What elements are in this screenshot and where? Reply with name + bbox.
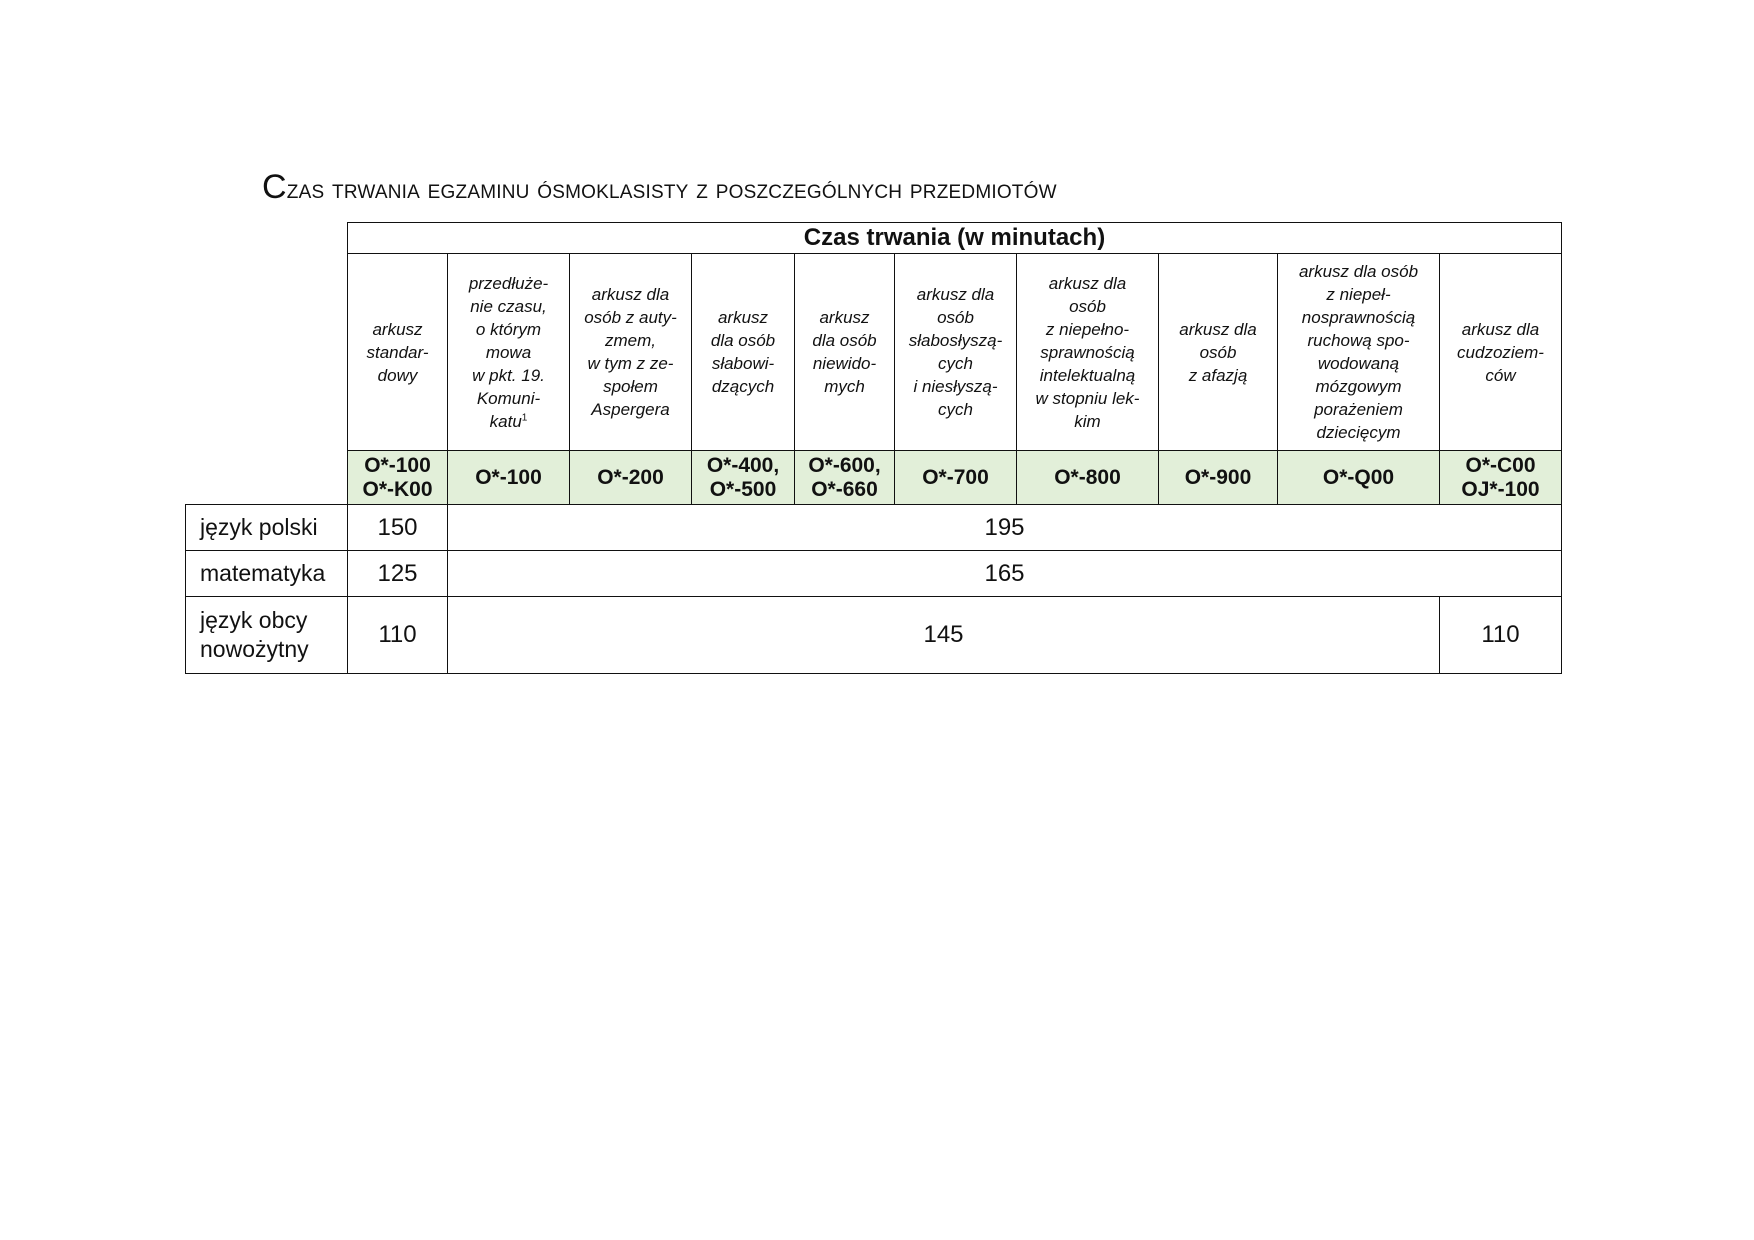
column-code: O*-C00 OJ*-100 [1440, 451, 1562, 505]
page-title [262, 168, 1057, 207]
column-desc: arkusz standar- dowy [348, 254, 448, 451]
column-code: O*-200 [570, 451, 692, 505]
column-desc: arkusz dla osób z auty- zmem, w tym z ze- społem Aspergera [570, 254, 692, 451]
column-code: O*-600, O*-660 [795, 451, 895, 505]
column-code: O*-800 [1017, 451, 1159, 505]
column-desc: arkusz dla osób z niepełno- sprawnością intelektualną w stopniu lek- kim [1017, 254, 1159, 451]
subject-cell: język obcy nowożytny [186, 597, 348, 674]
page-title-rest: zas trwania egzaminu ósmoklasisty z poszczególnych przedmiotów [286, 174, 1057, 204]
corner-blank [186, 254, 348, 451]
column-desc: arkusz dla osób z afazją [1159, 254, 1278, 451]
extended-time-cell: 145 [448, 597, 1440, 674]
header-duration: Czas trwania (w minutach) [348, 223, 1562, 254]
column-desc: arkusz dla osób słabosłyszą- cych i niesłyszą- cych [895, 254, 1017, 451]
table-row [186, 597, 1562, 674]
subject-cell: matematyka [186, 551, 348, 597]
column-desc-text: przedłuże- nie czasu, o którym mowa w pkt. 19. Komuni- katu [468, 273, 549, 431]
standard-time-cell: 150 [348, 505, 448, 551]
exam-duration-table [185, 222, 1562, 674]
standard-time-cell: 110 [348, 597, 448, 674]
column-desc: arkusz dla osób z niepeł- nosprawnością ruchową spo- wodowaną mózgowym porażeniem dziecięcym [1278, 254, 1440, 451]
column-desc: arkusz dla cudzoziem- ców [1440, 254, 1562, 451]
column-code: O*-700 [895, 451, 1017, 505]
column-desc [448, 254, 570, 451]
footnote-marker: 1 [521, 411, 528, 423]
standard-time-cell: 125 [348, 551, 448, 597]
corner-blank [186, 223, 348, 254]
column-code: O*-100 O*-K00 [348, 451, 448, 505]
column-code: O*-900 [1159, 451, 1278, 505]
extended-time-cell: 165 [448, 551, 1562, 597]
column-code: O*-Q00 [1278, 451, 1440, 505]
table-row [186, 551, 1562, 597]
column-desc: arkusz dla osób niewido- mych [795, 254, 895, 451]
column-desc: arkusz dla osób słabowi- dzących [692, 254, 795, 451]
page-title-first-letter: C [262, 168, 287, 206]
column-code: O*-100 [448, 451, 570, 505]
subject-cell: język polski [186, 505, 348, 551]
foreigners-time-cell: 110 [1440, 597, 1562, 674]
table-row [186, 505, 1562, 551]
extended-time-cell: 195 [448, 505, 1562, 551]
corner-blank [186, 451, 348, 505]
column-code: O*-400, O*-500 [692, 451, 795, 505]
